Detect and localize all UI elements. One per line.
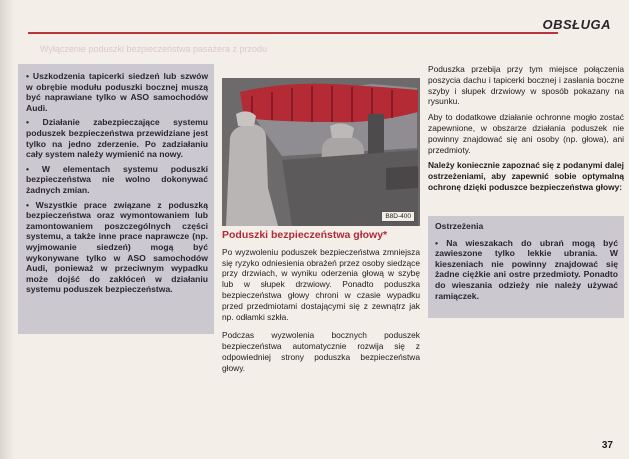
figure-code: B8D-400 <box>381 211 415 222</box>
caution-title: Ostrzeżenia <box>435 221 484 231</box>
section-heading: Poduszki bezpieczeństwa głowy* <box>222 229 388 241</box>
page-edge-shadow <box>0 0 14 459</box>
car-interior-illustration <box>222 78 420 226</box>
caution-box <box>428 216 624 318</box>
section-title: OBSŁUGA <box>542 17 611 32</box>
paragraph: Podczas wyzwolenia bocznych poduszek bezpieczeństwa automatycznie rozwija się z odpowiedniej strony poduszka bezpieczeństwa głowy. <box>222 330 420 373</box>
paragraph: Poduszka przebija przy tym miejsce połączenia poszycia dachu i tapicerki bocznej i zasłania boczne szyby i słupek drzwiowy w sposób pokazany na rysunku. <box>428 64 624 107</box>
warning-box <box>18 64 214 334</box>
paragraph: Aby to dodatkowe działanie ochronne mogło zostać zapewnione, w obszarze działania poduszek nie powinny znajdować się ani osoby (np. głowa), ani przedmioty. <box>428 112 624 155</box>
warning-item: • Działanie zabezpieczające systemu poduszek bezpieczeństwa przewidziane jest tylko na jedno zderzenie. Po zadziałaniu cały system należy wymienić na nowy. <box>26 117 208 160</box>
paragraph: Po wyzwoleniu poduszek bezpieczeństwa zmniejsza się ryzyko odniesienia obrażeń przez osoby siedzące przy drzwiach, w wyniku oderzenia głową w szybę lub w słupek drzwiowy. Ponadto poduszka bezpieczeństwa głowy chroni w czasie wypadku przed przedmiotami dostającymi się z zewnątrz jak np. odłamki szkła. <box>222 246 420 322</box>
warning-item: • W elementach systemu poduszki bezpieczeństwa nie wolno dokonywać żadnych zmian. <box>26 163 208 195</box>
faint-show-through-text: Wyłączenie poduszki bezpieczeństwa pasażera z przodu <box>40 44 268 54</box>
caution-text: • Na wieszakach do ubrań mogą być zawieszone tylko lekkie ubrania. W kieszeniach nie powinny znajdować się żadne ciężkie ani ostre przedmioty. Ponadto do wieszania odzieży nie należy używać ramiączek. <box>435 237 618 301</box>
emphasis-paragraph: Należy koniecznie zapoznać się z podanymi dalej ostrzeżeniami, aby zapewnić sobie optymalną ochronę dzięki poduszce bezpieczeństwa głowy: <box>428 160 624 192</box>
right-column <box>428 64 624 198</box>
middle-column <box>222 230 420 382</box>
airbag-photo <box>222 78 420 226</box>
warning-item: • Wszystkie prace związane z poduszką bezpieczeństwa oraz wymontowaniem lub zamontowaniem poszczególnych części systemu, a także inne prace naprawcze (np. wyjmowanie siedzeń) mogą być wykonywane tylko w ASO samochodów Audi, ponieważ w przeciwnym wypadku może dojść do zakłóceń w działaniu systemu poduszek bezpieczeństwa. <box>26 199 208 295</box>
header-rule <box>28 32 558 34</box>
warning-item: • Uszkodzenia tapicerki siedzeń lub szwów w obrębie modułu poduszki bocznej muszą być naprawiane tylko w ASO samochodów Audi. <box>26 71 208 113</box>
page-number: 37 <box>601 440 613 451</box>
